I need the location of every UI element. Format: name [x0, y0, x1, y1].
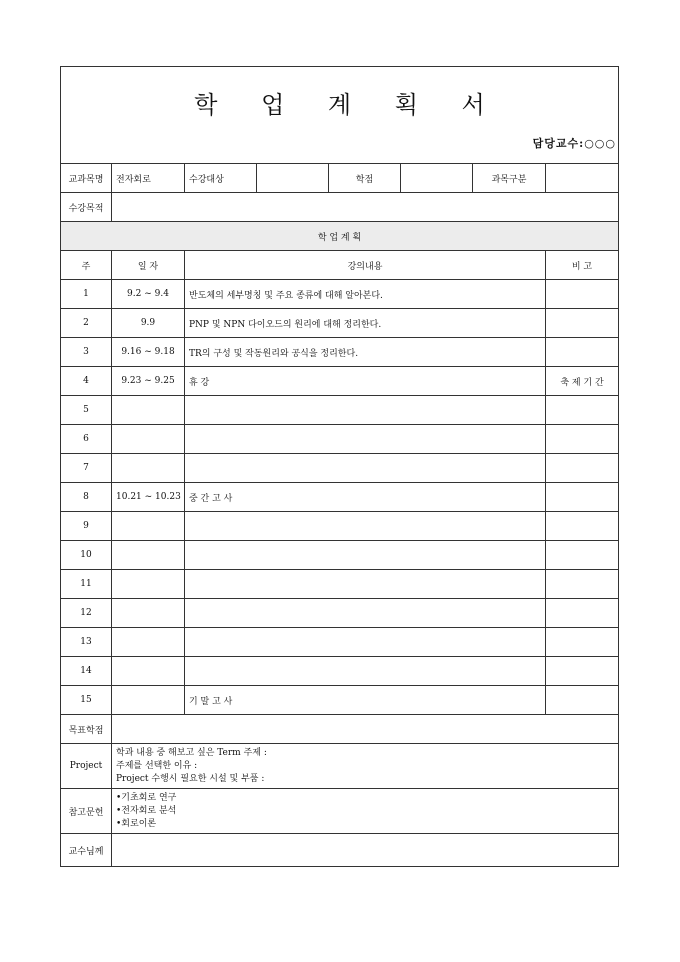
plan-row — [61, 280, 619, 309]
date-cell[interactable] — [112, 396, 185, 425]
plan-row — [61, 686, 619, 715]
content-cell[interactable] — [185, 541, 546, 570]
comment-label: 교수님께 — [61, 834, 112, 867]
date-cell[interactable]: 9.2 ~ 9.4 — [112, 280, 185, 309]
date-cell[interactable] — [112, 541, 185, 570]
week-cell: 4 — [61, 367, 112, 396]
date-column-header: 일 자 — [112, 251, 185, 280]
plan-row — [61, 483, 619, 512]
week-cell: 15 — [61, 686, 112, 715]
content-cell[interactable] — [185, 512, 546, 541]
content-cell[interactable] — [185, 425, 546, 454]
target-label: 수강대상 — [185, 164, 257, 193]
reference-label: 참고문헌 — [61, 789, 112, 834]
content-column-header: 강의내용 — [185, 251, 546, 280]
note-cell[interactable] — [546, 686, 619, 715]
date-cell[interactable] — [112, 512, 185, 541]
study-plan-table — [60, 66, 619, 867]
week-cell: 13 — [61, 628, 112, 657]
week-column-header: 주 — [61, 251, 112, 280]
date-cell[interactable] — [112, 599, 185, 628]
project-label: Project — [61, 744, 112, 789]
date-cell[interactable] — [112, 570, 185, 599]
document-title: 학 업 계 획 서 — [194, 91, 503, 119]
date-cell[interactable]: 9.23 ~ 9.25 — [112, 367, 185, 396]
subject-label: 교과목명 — [61, 164, 112, 193]
project-content[interactable] — [112, 744, 619, 789]
reference-line: •기초회로 연구 — [116, 792, 177, 803]
date-cell[interactable] — [112, 454, 185, 483]
plan-row — [61, 338, 619, 367]
week-cell: 3 — [61, 338, 112, 367]
date-cell[interactable]: 9.16 ~ 9.18 — [112, 338, 185, 367]
project-line: 학과 내용 중 해보고 싶은 Term 주제 : — [116, 747, 267, 758]
content-cell[interactable]: 기 말 고 사 — [185, 686, 546, 715]
date-cell[interactable] — [112, 686, 185, 715]
note-cell[interactable] — [546, 396, 619, 425]
plan-section-header: 학 업 계 획 — [61, 222, 619, 251]
reference-content[interactable] — [112, 789, 619, 834]
content-cell[interactable]: TR의 구성 및 작동원리와 공식을 정리한다. — [185, 338, 546, 367]
note-cell[interactable] — [546, 454, 619, 483]
week-cell: 9 — [61, 512, 112, 541]
plan-row — [61, 309, 619, 338]
week-cell: 12 — [61, 599, 112, 628]
content-cell[interactable] — [185, 570, 546, 599]
note-cell[interactable] — [546, 483, 619, 512]
note-cell[interactable]: 축 제 기 간 — [546, 367, 619, 396]
date-cell[interactable]: 10.21 ~ 10.23 — [112, 483, 185, 512]
plan-row — [61, 454, 619, 483]
content-cell[interactable] — [185, 657, 546, 686]
content-cell[interactable]: 휴 강 — [185, 367, 546, 396]
plan-row — [61, 570, 619, 599]
note-cell[interactable] — [546, 338, 619, 367]
week-cell: 8 — [61, 483, 112, 512]
content-cell[interactable] — [185, 454, 546, 483]
target-value[interactable] — [257, 164, 329, 193]
goal-label: 목표학점 — [61, 715, 112, 744]
comment-value[interactable] — [112, 834, 619, 867]
week-cell: 6 — [61, 425, 112, 454]
plan-row — [61, 425, 619, 454]
content-cell[interactable] — [185, 628, 546, 657]
title-cell — [61, 67, 619, 164]
project-line: Project 수행시 필요한 시설 및 부품 : — [116, 773, 265, 784]
plan-row — [61, 367, 619, 396]
date-cell[interactable] — [112, 425, 185, 454]
content-cell[interactable]: 중 간 고 사 — [185, 483, 546, 512]
note-cell[interactable] — [546, 280, 619, 309]
note-cell[interactable] — [546, 628, 619, 657]
week-cell: 11 — [61, 570, 112, 599]
note-cell[interactable] — [546, 425, 619, 454]
plan-row — [61, 541, 619, 570]
date-cell[interactable] — [112, 657, 185, 686]
credit-label: 학점 — [329, 164, 401, 193]
date-cell[interactable] — [112, 628, 185, 657]
note-cell[interactable] — [546, 657, 619, 686]
content-cell[interactable] — [185, 396, 546, 425]
note-cell[interactable] — [546, 599, 619, 628]
week-cell: 7 — [61, 454, 112, 483]
content-cell[interactable]: PNP 및 NPN 다이오드의 원리에 대해 정리한다. — [185, 309, 546, 338]
reference-line: •전자회로 분석 — [116, 805, 177, 816]
plan-row — [61, 599, 619, 628]
category-label: 과목구분 — [473, 164, 546, 193]
note-column-header: 비 고 — [546, 251, 619, 280]
week-cell: 10 — [61, 541, 112, 570]
content-cell[interactable] — [185, 599, 546, 628]
note-cell[interactable] — [546, 512, 619, 541]
professor-label: 담당교수:○○○ — [532, 137, 616, 150]
note-cell[interactable] — [546, 570, 619, 599]
purpose-value[interactable] — [112, 193, 619, 222]
week-cell: 14 — [61, 657, 112, 686]
category-value[interactable] — [546, 164, 619, 193]
goal-value[interactable] — [112, 715, 619, 744]
plan-row — [61, 657, 619, 686]
date-cell[interactable]: 9.9 — [112, 309, 185, 338]
purpose-label: 수강목적 — [61, 193, 112, 222]
subject-value[interactable]: 전자회로 — [112, 164, 185, 193]
plan-row — [61, 628, 619, 657]
plan-row — [61, 396, 619, 425]
note-cell[interactable] — [546, 309, 619, 338]
plan-row — [61, 512, 619, 541]
project-line: 주제를 선택한 이유 : — [116, 760, 198, 771]
credit-value[interactable] — [401, 164, 473, 193]
week-cell: 2 — [61, 309, 112, 338]
reference-line: •회로이론 — [116, 818, 157, 829]
week-cell: 5 — [61, 396, 112, 425]
content-cell[interactable]: 반도체의 세부명칭 및 주요 종류에 대해 알아본다. — [185, 280, 546, 309]
week-cell: 1 — [61, 280, 112, 309]
note-cell[interactable] — [546, 541, 619, 570]
